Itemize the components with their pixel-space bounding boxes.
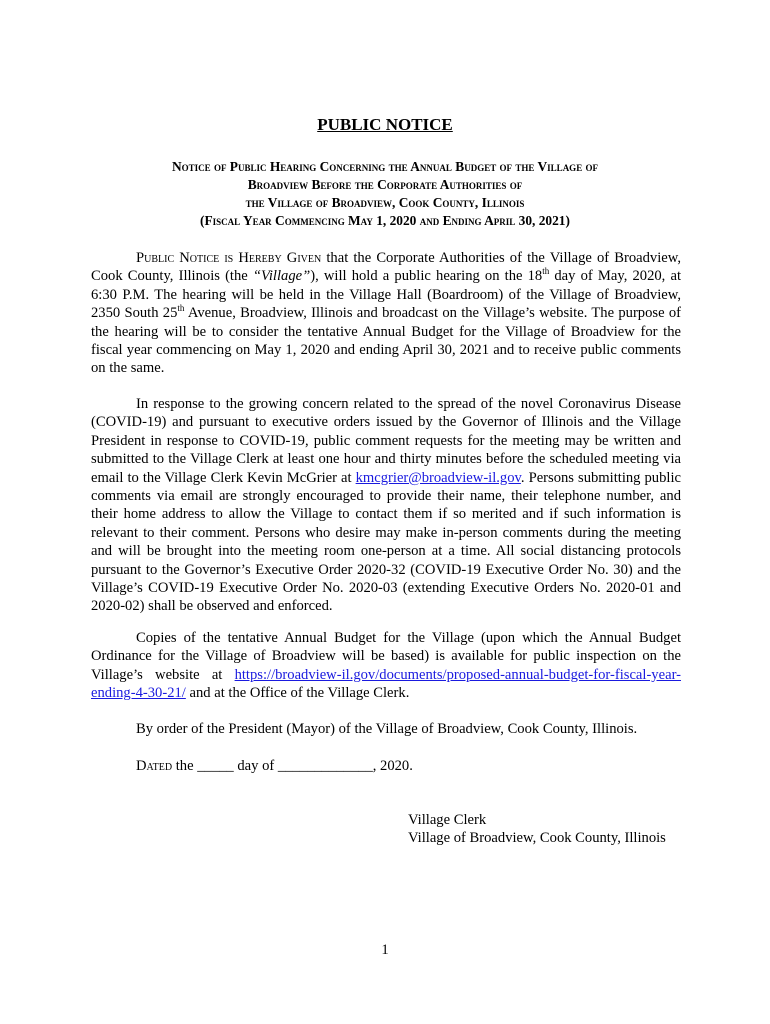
subtitle-line: Notice of Public Hearing Concerning the Annual Budget of the Village of — [171, 159, 599, 174]
notice-subtitle — [60, 158, 710, 230]
subtitle-line: (Fiscal Year Commencing May 1, 2020 and Ending April 30, 2021) — [200, 213, 570, 228]
subtitle-line: the Village of Broadview, Cook County, Illinois — [245, 195, 525, 210]
subtitle-line: Broadview Before the Corporate Authorities of — [247, 177, 523, 192]
budget-url-link[interactable]: https://broadview-il.gov/documents/proposed-annual-budget-for-fiscal-year-ending-4-30-21/ — [91, 666, 681, 702]
notice-lead: Public Notice is Hereby Given — [136, 250, 322, 266]
notice-title: PUBLIC NOTICE — [317, 115, 453, 134]
village-term: “Village” — [252, 268, 311, 285]
signature-org: Village of Broadview, Cook County, Illinois — [408, 830, 666, 847]
covid-paragraph: In response to the growing concern related to the spread of the novel Coronavirus Disease (COVID-19) and pursuant to executive orders issued by the Governor of Illinois and the Village President in response to COVID-19, public comment requests for the meeting may be written and submitted to the Village Clerk at least one hour and thirty minutes before the scheduled meeting via email to the Village Clerk Kevin McGrier at kmcgrier@broadview-il.gov. Persons submitting public comments via email are strongly encouraged to provide their name, their telephone number, and their home address to allow the Village to contact them if so merited and if such information is relevant to their comment. Persons who desire may make in-person comments during the meeting and will be brought into the meeting room one-person at a time. All social distancing protocols pursuant to the Governor’s Executive Order 2020-32 (COVID-19 Executive Order No. 30) and the Village’s COVID-19 Executive Order No. 2020-03 (extending Executive Orders No. 2020-01 and 2020-02) shall be observed and enforced. — [91, 396, 681, 615]
by-order-paragraph: By order of the President (Mayor) of the Village of Broadview, Cook County, Illinois. — [136, 721, 638, 737]
page-number: 1 — [381, 942, 389, 958]
clerk-email-link[interactable]: kmcgrier@broadview-il.gov — [355, 469, 521, 486]
hearing-paragraph: Public Notice is Hereby Given that the Corporate Authorities of the Village of Broadview, Cook County, Illinois (the “Village”), will hold a public hearing on the 18th day of May, 2020, at 6:30 P.M. The hearing will be held in the Village Hall (Boardroom) of the Village of Broadview, 2350 South 25th Avenue, Broadview, Illinois and broadcast on the Village’s website. The purpose of the hearing will be to consider the tentative Annual Budget for the Village of Broadview for the fiscal year commencing on May 1, 2020 and ending April 30, 2021 and to receive public comments on the same. — [91, 250, 681, 377]
dated-line: Dated the _____ day of _____________, 2020. — [136, 758, 413, 774]
budget-copies-paragraph: Copies of the tentative Annual Budget for the Village (upon which the Annual Budget Ordinance for the Village of Broadview will be based) is available for public inspection on the Village’s website at https://broadview-il.gov/documents/proposed-annual-budget-for-fiscal-year-ending-4-30-21/ and at the Office of the Village Clerk. — [91, 630, 681, 702]
signature-block — [408, 811, 666, 848]
signature-title: Village Clerk — [408, 812, 487, 828]
